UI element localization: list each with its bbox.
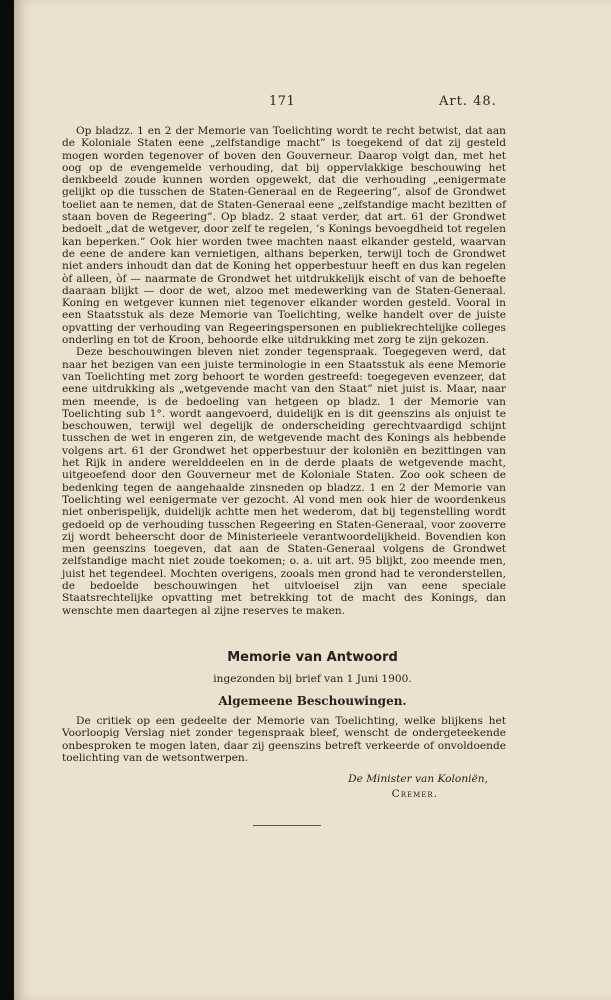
page-header (14, 94, 611, 114)
section-heading: Algemeene Beschouwingen. (218, 694, 407, 708)
signature-name: Cremer. (391, 788, 438, 800)
paragraph: Op bladzz. 1 en 2 der Memorie van Toelichting wordt te recht betwist, dat aan de Koloniale Staten eene „zelfstandige macht” is toegekend of dat zij gesteld mogen worden tegenover of boven den Gouverneur. Daarop volgt dan, met het oog op de evengemelde verhouding, dat bij oppervlakkige beschouwing het denkbeeld zoude kunnen worden opgewekt, dat die verhouding „eenigermate gelijkt op die tusschen de Staten-Generaal en de Regeering”, alsof de Grondwet toeliet aan te nemen, dat de Staten-Generaal eene „zelfstandige macht bezitten of staan boven de Regeering”. Op bladz. 2 staat verder, dat art. 61 der Grondwet bedoelt „dat de wetgever, door zelf te regelen, ’s Konings bevoegdheid tot regelen kan beperken.” Ook hier worden twee machten naast elkander gesteld, waarvan de eene de andere kan vernietigen, althans beperken, terwijl toch de Grondwet niet anders inhoudt dan dat de Koning het opperbestuur heeft en dus kan regelen òf alleen, òf — naarmate de Grondwet het uitdrukkelijk eischt of van de behoefte daaraan blijkt — door de wet, alzoo met medewerking van de Staten-Generaal. Koning en wetgever kunnen niet tegenover elkander worden gesteld. Vooral in een Staatsstuk als deze Memorie van Toelichting, welke handelt over de juiste opvatting der verhouding van Regeeringspersonen en publiekrechtelijke colleges onderling en tot de Kroon, behoorde elke uitdrukking met zorg te zijn gekozen. (62, 125, 506, 347)
article-reference: Art. 48. (439, 94, 497, 109)
section-subtitle: ingezonden bij brief van 1 Juni 1900. (213, 673, 412, 685)
paragraph: De critiek op een gedeelte der Memorie van Toelichting, welke blijkens het Voorloopig Verslag niet zonder tegenspraak bleef, wenscht de ondergeteekende onbesproken te mogen laten, daar zij geenszins betreft verkeerde of onvoldoende toelichting van de wetsontwerpen. (62, 715, 506, 764)
signature-block (324, 772, 488, 802)
section-title: Memorie van Antwoord (227, 650, 398, 665)
divider-rule (253, 825, 321, 826)
book-page (14, 0, 611, 1000)
paragraph: Deze beschouwingen bleven niet zonder tegenspraak. Toegegeven werd, dat naar het bezigen van een juiste terminologie in een Staatsstuk als eene Memorie van Toelichting met zorg behoort te worden gestreefd: toegegeven evenzeer, dat eene uitdrukking als „wetgevende macht van den Staat” niet juist is. Maar, naar men meende, is de bedoeling van hetgeen op bladz. 1 der Memorie van Toelichting sub 1°. wordt aangevoerd, duidelijk en is dit geenszins als onjuist te beschouwen, terwijl wel degelijk de onderscheiding gerechtvaardigd schijnt tusschen de wet in engeren zin, de wetgevende macht des Konings als hebbende volgens art. 61 der Grondwet het opperbestuur der koloniën en bezittingen van het Rijk in andere werelddeelen en in de derde plaats de wetgevende macht, uitgeoefend door den Gouverneur met de Koloniale Staten. Zoo ook scheen de bedenking tegen de aangehaalde zinsneden op bladzz. 1 en 2 der Memorie van Toelichting wel eenigermate ver gezocht. Al vond men ook hier de woordenkeus niet onberispelijk, duidelijk achtte men het wederom, dat bij tegenstelling wordt gedoeld op de verhouding tusschen Regeering en Staten-Generaal, voor zooverre zij wordt beheerscht door de Ministerieele verantwoordelijkheid. Bovendien kon men geenszins toegeven, dat aan de Staten-Generaal volgens de Grondwet zelfstandige macht niet zoude toekomen; o. a. uit art. 95 blijkt, zoo meende men, juist het tegendeel. Mochten overigens, zooals men grond had te veronderstellen, de bedoelde beschouwingen het uitvloeisel zijn van eene speciale Staatsrechtelijke opvatting met betrekking tot de macht des Konings, dan wenschte men daartegen al zijne reserves te maken. (62, 346, 506, 617)
signature-title: De Minister van Koloniën, (348, 773, 488, 785)
body-text (62, 125, 506, 617)
answer-text (62, 715, 506, 764)
page-number: 171 (269, 94, 296, 109)
